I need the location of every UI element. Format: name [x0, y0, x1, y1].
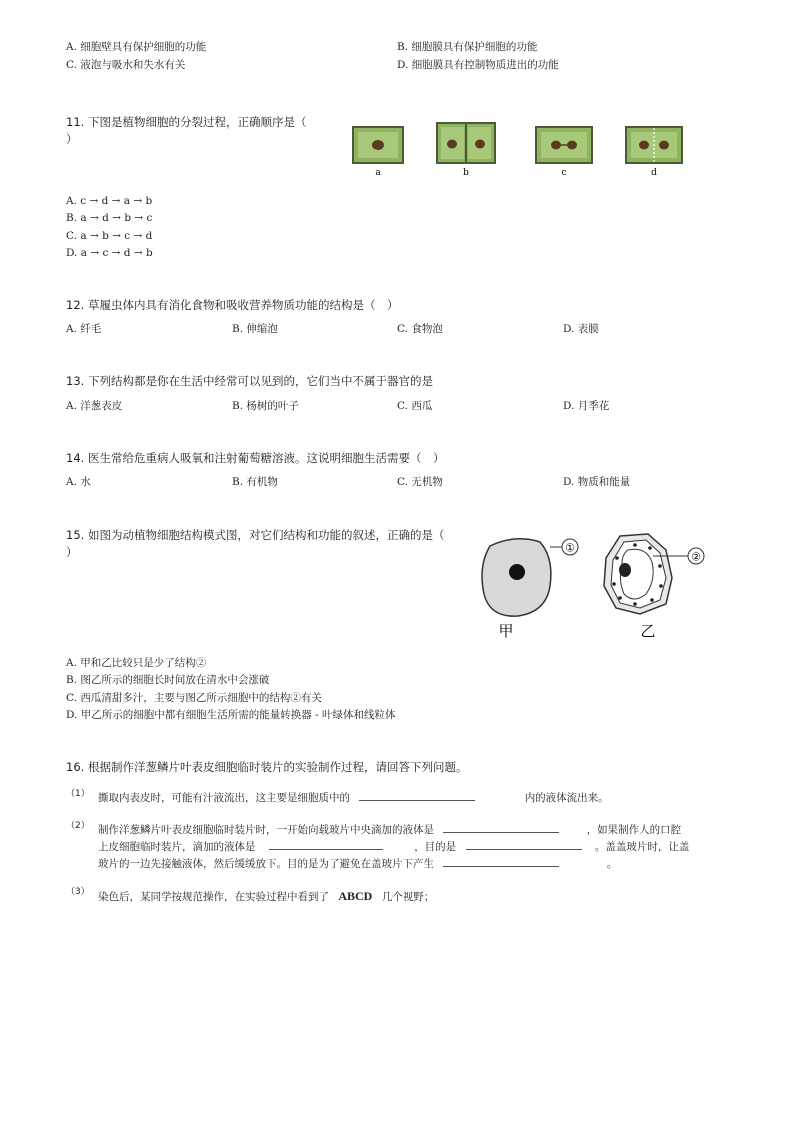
q12-option-d: D. 表膜 — [563, 323, 599, 335]
q16-sub2-line3-a: 玻片的一边先接触液体，然后缓缓放下。目的是为了避免在盖玻片下产生 — [98, 858, 434, 870]
q16-sub1-text-after: 内的液体流出来。 — [524, 792, 609, 804]
q16-sub3-number: （3） — [66, 887, 90, 897]
q16-sub3-line — [98, 886, 434, 907]
q16-sub2-line3 — [98, 854, 617, 874]
q12-option-c: C. 食物泡 — [397, 323, 443, 335]
cell-d-image — [626, 127, 682, 163]
q13-option-b: B. 杨树的叶子 — [232, 400, 299, 412]
q16-sub1-blank[interactable] — [359, 788, 475, 801]
q15-option-d: D. 甲乙所示的细胞中都有细胞生活所需的能量转换器 - 叶绿体和线粒体 — [66, 709, 396, 721]
q14-option-c: C. 无机物 — [397, 476, 443, 488]
q10-option-c: C. 液泡与吸水和失水有关 — [66, 59, 186, 71]
cell-a-image — [353, 127, 403, 163]
q12-stem: 12. 草履虫体内具有消化食物和吸收营养物质功能的结构是（ ） — [66, 298, 399, 312]
animal-cell-image — [482, 539, 551, 616]
q16-sub2-line1-b: ，如果制作人的口腔 — [586, 824, 682, 836]
label-yi: 乙 — [640, 622, 656, 640]
q14-stem: 14. 医生常给危重病人吸氧和注射葡萄糖溶液。这说明细胞生活需要（ ） — [66, 451, 445, 465]
q14-option-a: A. 水 — [66, 476, 91, 488]
label-jia: 甲 — [498, 622, 514, 640]
q16-sub2-blank3[interactable] — [466, 837, 582, 850]
cell-c-image — [536, 127, 592, 163]
q16-sub2-line3-b: 。 — [606, 858, 618, 870]
q16-sub3-text-before: 染色后，某同学按规范操作，在实验过程中看到了 — [98, 891, 329, 903]
marker-2-label: ② — [691, 550, 701, 564]
q11-option-b: B. a → d → b → c — [66, 212, 153, 224]
q16-sub1-text-before: 撕取内表皮时，可能有汁液流出，这主要是细胞质中的 — [98, 792, 350, 804]
q16-sub2-blank1[interactable] — [443, 820, 559, 833]
plant-cell-image — [604, 534, 672, 614]
q11-option-d: D. a → c → d → b — [66, 247, 153, 259]
plant-cell-division-figure — [350, 118, 690, 180]
q13-option-c: C. 西瓜 — [397, 400, 433, 412]
q16-sub1-line — [98, 788, 609, 808]
q11-stem-close: ） — [66, 132, 78, 146]
q11-option-a: A. c → d → a → b — [66, 195, 153, 207]
cell-label-d: d — [651, 168, 657, 178]
animal-plant-cell-figure — [470, 528, 720, 646]
q11-option-c: C. a → b → c → d — [66, 230, 153, 242]
q12-option-b: B. 伸缩泡 — [232, 323, 278, 335]
q16-sub2-blank2[interactable] — [269, 837, 383, 850]
q11-stem: 11. 下图是植物细胞的分裂过程，正确顺序是（ — [66, 115, 307, 129]
q16-sub2-line2-b: ，目的是 — [414, 841, 457, 853]
q16-sub2-number: （2） — [66, 821, 90, 831]
q16-stem: 16. 根据制作洋葱鳞片叶表皮细胞临时装片的实验制作过程，请回答下列问题。 — [66, 760, 468, 774]
q16-sub3-text-after: 几个视野； — [381, 891, 435, 903]
q10-option-b: B. 细胞膜具有保护细胞的功能 — [397, 41, 538, 53]
q12-option-a: A. 纤毛 — [66, 323, 102, 335]
cell-label-b: b — [463, 168, 469, 178]
q10-option-d: D. 细胞膜具有控制物质进出的功能 — [397, 59, 559, 71]
q15-stem-close: ） — [66, 545, 78, 559]
q15-option-c: C. 西瓜清甜多汁，主要与图乙所示细胞中的结构②有关 — [66, 692, 322, 704]
cell-label-c: c — [561, 168, 567, 178]
q15-stem: 15. 如图为动植物细胞结构模式图，对它们结构和功能的叙述，正确的是（ — [66, 528, 445, 542]
q13-option-d: D. 月季花 — [563, 400, 610, 412]
q16-sub2-line1-a: 制作洋葱鳞片叶表皮细胞临时装片时，一开始向载玻片中央滴加的液体是 — [98, 824, 434, 836]
q16-sub1-number: （1） — [66, 789, 90, 799]
q10-option-a: A. 细胞壁具有保护细胞的功能 — [66, 41, 207, 53]
q14-option-b: B. 有机物 — [232, 476, 278, 488]
cell-label-a: a — [375, 168, 381, 178]
cell-b-image — [437, 123, 495, 163]
q16-sub3-abcd: ABCD — [338, 889, 373, 903]
q13-option-a: A. 洋葱表皮 — [66, 400, 123, 412]
q16-sub2-line2-a: 上皮细胞临时装片，滴加的液体是 — [98, 841, 256, 853]
q16-sub2-line2-c: 。盖盖玻片时，让盖 — [594, 841, 690, 853]
q14-option-d: D. 物质和能量 — [563, 476, 631, 488]
q13-stem: 13. 下列结构都是你在生活中经常可以见到的，它们当中不属于器官的是 — [66, 374, 433, 388]
q15-option-a: A. 甲和乙比较只是少了结构② — [66, 657, 207, 669]
q15-option-b: B. 图乙所示的细胞长时间放在清水中会涨破 — [66, 674, 270, 686]
q16-sub2-blank4[interactable] — [443, 854, 559, 867]
marker-1-label: ① — [565, 541, 575, 555]
